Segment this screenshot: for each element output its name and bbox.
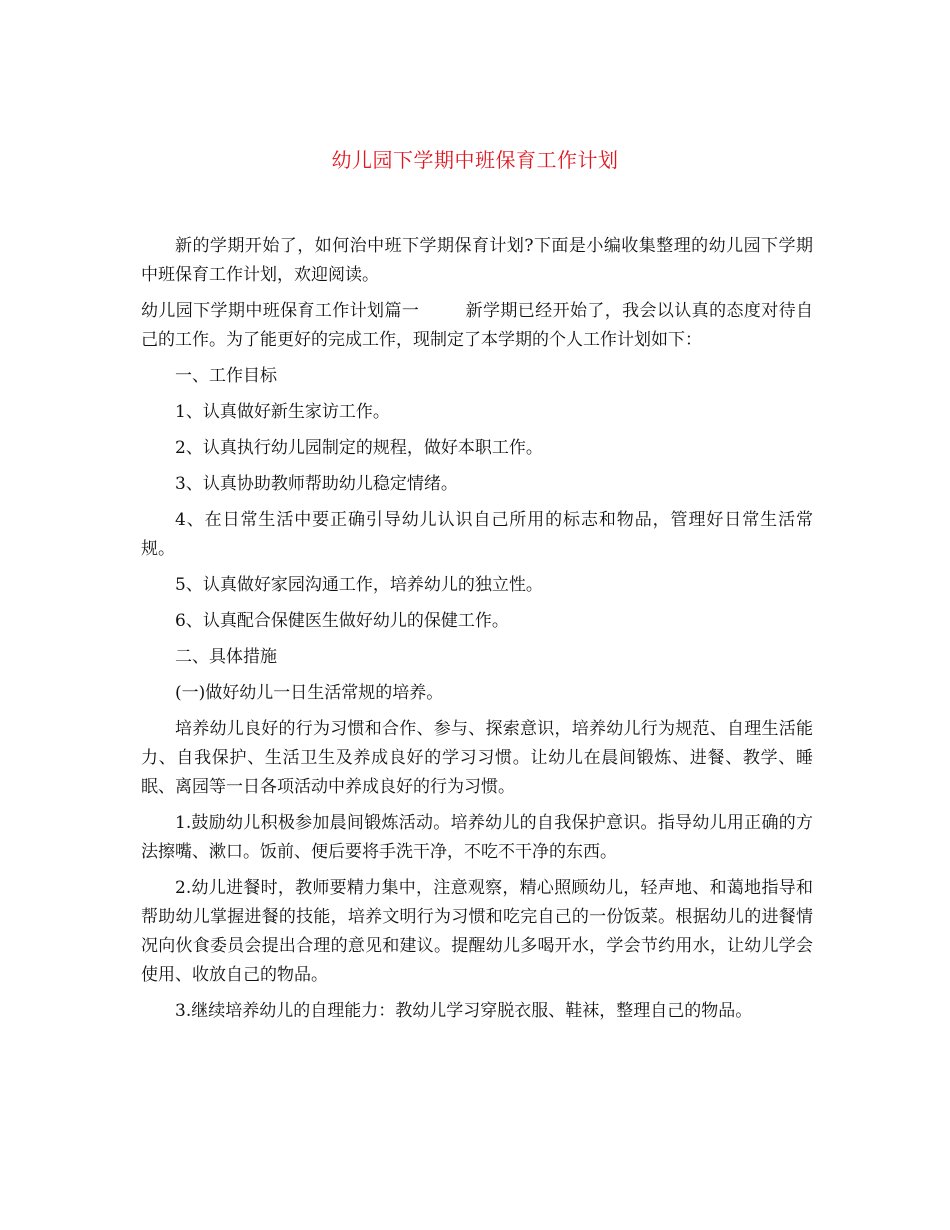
document-body	[141, 232, 813, 1033]
measure-item: 2.幼儿进餐时，教师要精力集中，注意观察，精心照顾幼儿，轻声地、和蔼地指导和帮助幼儿掌握进餐的技能，培养文明行为习惯和吃完自己的一份饭菜。根据幼儿的进餐情况向伙食委员会提出合理的意见和建议。提醒幼儿多喝开水，学会节约用水，让幼儿学会使用、收放自己的物品。	[141, 878, 813, 985]
document-title: 幼儿园下学期中班保育工作计划	[331, 148, 619, 172]
goal-item: 6、认真配合保健医生做好幼儿的保健工作。	[175, 611, 509, 631]
measure-item: 1.鼓励幼儿积极参加晨间锻炼活动。培养幼儿的自我保护意识。指导幼儿用正确的方法擦嘴、漱口。饭前、便后要将手洗干净，不吃不干净的东西。	[141, 813, 813, 862]
goal-item: 5、认真做好家园沟通工作，培养幼儿的独立性。	[175, 575, 543, 595]
part2-heading: 二、具体措施	[175, 647, 277, 667]
goal-item: 2、认真执行幼儿园制定的规程，做好本职工作。	[175, 438, 543, 458]
goal-item: 3、认真协助教师帮助幼儿稳定情绪。	[175, 474, 458, 494]
intro-paragraph: 新的学期开始了，如何治中班下学期保育计划?下面是小编收集整理的幼儿园下学期中班保育工作计划，欢迎阅读。	[141, 236, 813, 285]
section-heading: 幼儿园下学期中班保育工作计划篇一	[141, 301, 420, 321]
goal-item: 4、在日常生活中要正确引导幼儿认识自己所用的标志和物品，管理好日常生活常规。	[141, 510, 813, 559]
sub1-paragraph: 培养幼儿良好的行为习惯和合作、参与、探索意识，培养幼儿行为规范、自理生活能力、自我保护、生活卫生及养成良好的学习习惯。让幼儿在晨间锻炼、进餐、教学、睡眠、离园等一日各项活动中养成良好的行为习惯。	[141, 719, 813, 797]
section-paragraph	[141, 297, 813, 355]
measure-item: 3.继续培养幼儿的自理能力：教幼儿学习穿脱衣服、鞋袜，整理自己的物品。	[175, 1001, 753, 1021]
goal-item: 1、认真做好新生家访工作。	[175, 402, 390, 422]
part1-heading: 一、工作目标	[175, 366, 277, 386]
section-intro: 新学期已经开始了，我会以认真的态度对待自己的工作。为了能更好的完成工作，现制定了本学期的个人工作计划如下：	[141, 301, 814, 350]
sub1-heading: (一)做好幼儿一日生活常规的培养。	[175, 683, 444, 703]
